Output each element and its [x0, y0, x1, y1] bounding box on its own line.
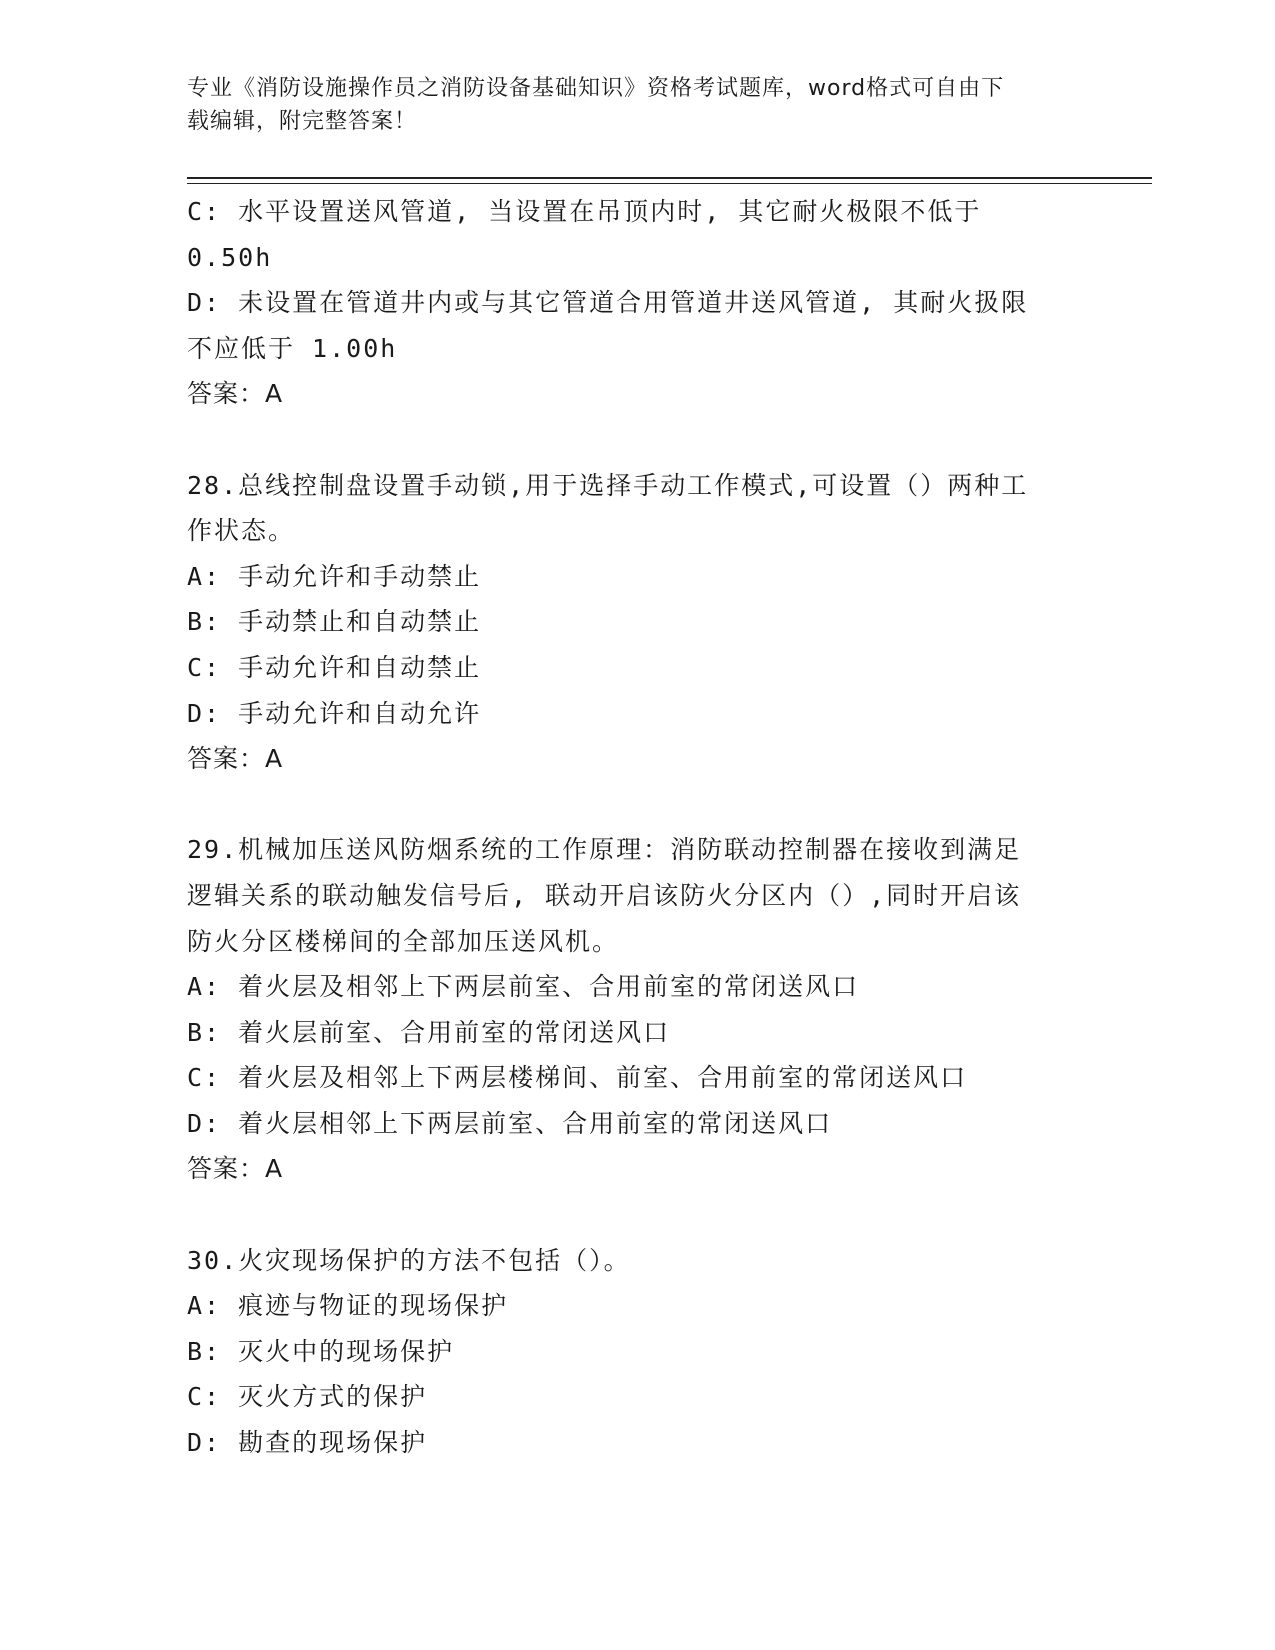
spacer — [187, 1192, 1077, 1238]
header-divider-thin — [187, 183, 1152, 184]
document-body — [187, 189, 1077, 1466]
answer-27: 答案：A — [187, 379, 284, 409]
option-d: D: 手动允许和自动允许 — [187, 698, 482, 728]
option-c-line-1: C: 水平设置送风管道, 当设置在吊顶内时, 其它耐火极限不低于 — [187, 197, 982, 226]
option-c: C: 着火层及相邻上下两层楼梯间、前室、合用前室的常闭送风口 — [187, 1063, 968, 1093]
spacer — [187, 417, 1077, 463]
option-d-line-2: 不应低于 1.00h — [187, 333, 398, 363]
answer-28: 答案：A — [187, 744, 284, 774]
option-b: B: 着火层前室、合用前室的常闭送风口 — [187, 1017, 671, 1047]
answer-29: 答案：A — [187, 1154, 284, 1184]
option-a: A: 痕迹与物证的现场保护 — [187, 1291, 509, 1321]
question-stem-line-2: 逻辑关系的联动触发信号后, 联动开启该防火分区内（）,同时开启该 — [187, 880, 1022, 910]
question-stem-line-1: 30.火灾现场保护的方法不包括（）。 — [187, 1245, 631, 1275]
page-header — [187, 72, 1077, 138]
question-30 — [187, 1238, 1077, 1466]
option-a: A: 着火层及相邻上下两层前室、合用前室的常闭送风口 — [187, 972, 860, 1002]
option-d: D: 勘查的现场保护 — [187, 1428, 428, 1458]
option-c: C: 灭火方式的保护 — [187, 1382, 428, 1412]
question-27-tail — [187, 189, 1077, 417]
option-d-line-1: D: 未设置在管道井内或与其它管道合用管道井送风管道, 其耐火扱限 — [187, 288, 1029, 318]
question-stem-line-1: 29.机械加压送风防烟系统的工作原理：消防联动控制器在接收到满足 — [187, 835, 1022, 865]
question-stem-line-1: 28.总线控制盘设置手动锁,用于选择手动工作模式,可设置（）两种工 — [187, 470, 1029, 500]
header-line-1: 专业《消防设施操作员之消防设备基础知识》资格考试题库，word格式可自由下 — [187, 76, 1005, 101]
header-line-2: 载编辑，附完整答案！ — [187, 109, 418, 134]
option-d: D: 着火层相邻上下两层前室、合用前室的常闭送风口 — [187, 1108, 833, 1138]
question-stem-line-3: 防火分区楼梯间的全部加压送风机。 — [187, 926, 620, 956]
option-c-line-2: 0.50h — [187, 242, 273, 272]
question-29 — [187, 827, 1077, 1192]
option-b: B: 灭火中的现场保护 — [187, 1336, 455, 1366]
header-divider-thick — [187, 177, 1152, 179]
option-c: C: 手动允许和自动禁止 — [187, 652, 482, 682]
option-b: B: 手动禁止和自动禁止 — [187, 607, 482, 637]
question-28 — [187, 463, 1077, 782]
option-a: A: 手动允许和手动禁止 — [187, 561, 482, 591]
spacer — [187, 782, 1077, 828]
question-stem-line-2: 作状态。 — [187, 516, 296, 546]
